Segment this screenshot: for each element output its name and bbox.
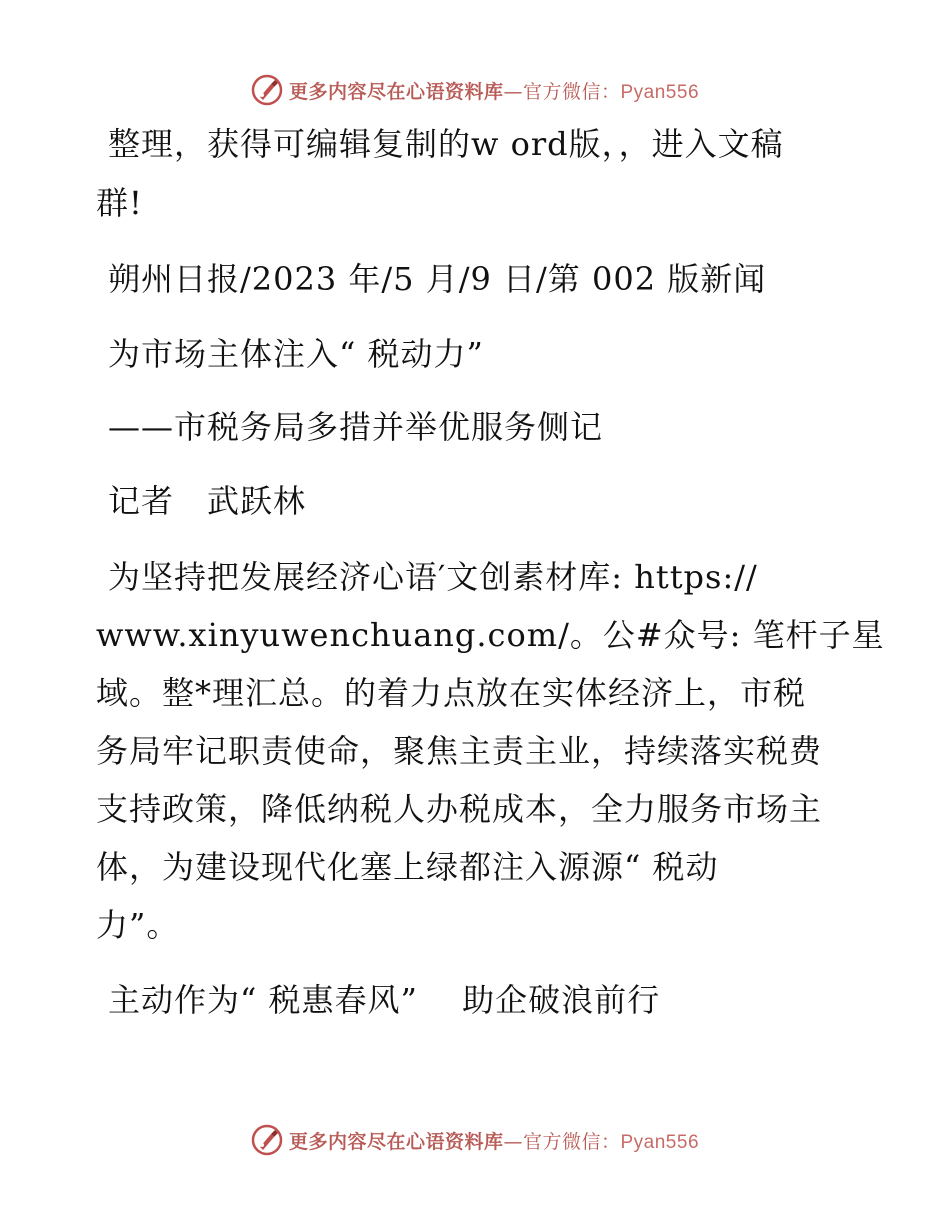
body-line: 为坚持把发展经济心语′文创素材库: https:// xyxy=(108,558,758,596)
body-line: 域。整*理汇总。的着力点放在实体经济上，市税 xyxy=(96,674,807,712)
pen-logo-icon xyxy=(251,74,283,106)
header-banner xyxy=(0,70,950,110)
banner-separator: — xyxy=(503,80,523,103)
footer-banner xyxy=(0,1120,950,1160)
body-line: www.xinyuwenchuang.com/。公#众号: 笔杆子星 xyxy=(96,616,885,654)
banner-main-text: 更多内容尽在心语资料库 xyxy=(288,1130,504,1153)
section-heading: 主动作为“ 税惠春风” 助企破浪前行 xyxy=(108,981,661,1019)
article-subtitle: ——市税务局多措并举优服务侧记 xyxy=(108,408,604,446)
intro-line-1: 整理，获得可编辑复制的w ord版，，进入文稿 xyxy=(108,125,784,163)
source-line: 朔州日报/2023 年/5 月/9 日/第 002 版新闻 xyxy=(108,260,767,298)
body-line: 体，为建设现代化塞上绿都注入源源“ 税动 xyxy=(96,848,719,886)
pen-logo-icon xyxy=(251,1124,283,1156)
body-line: 力”。 xyxy=(96,906,180,944)
article-title: 为市场主体注入“ 税动力” xyxy=(108,335,484,373)
banner-wechat-id: Pyan556 xyxy=(620,1131,700,1153)
banner-wechat-id: Pyan556 xyxy=(620,81,700,103)
banner-separator: — xyxy=(503,1130,523,1153)
banner-main-text: 更多内容尽在心语资料库 xyxy=(288,80,504,103)
reporter-line: 记者 武跃林 xyxy=(108,482,307,520)
intro-line-2: 群! xyxy=(96,184,143,222)
body-line: 支持政策，降低纳税人办税成本，全力服务市场主 xyxy=(96,790,823,828)
banner-sub-text: 官方微信： xyxy=(522,80,621,103)
banner-sub-text: 官方微信： xyxy=(522,1130,621,1153)
banner-text xyxy=(289,1127,699,1154)
banner-text xyxy=(289,77,699,104)
body-line: 务局牢记职责使命，聚焦主责主业，持续落实税费 xyxy=(96,732,823,770)
